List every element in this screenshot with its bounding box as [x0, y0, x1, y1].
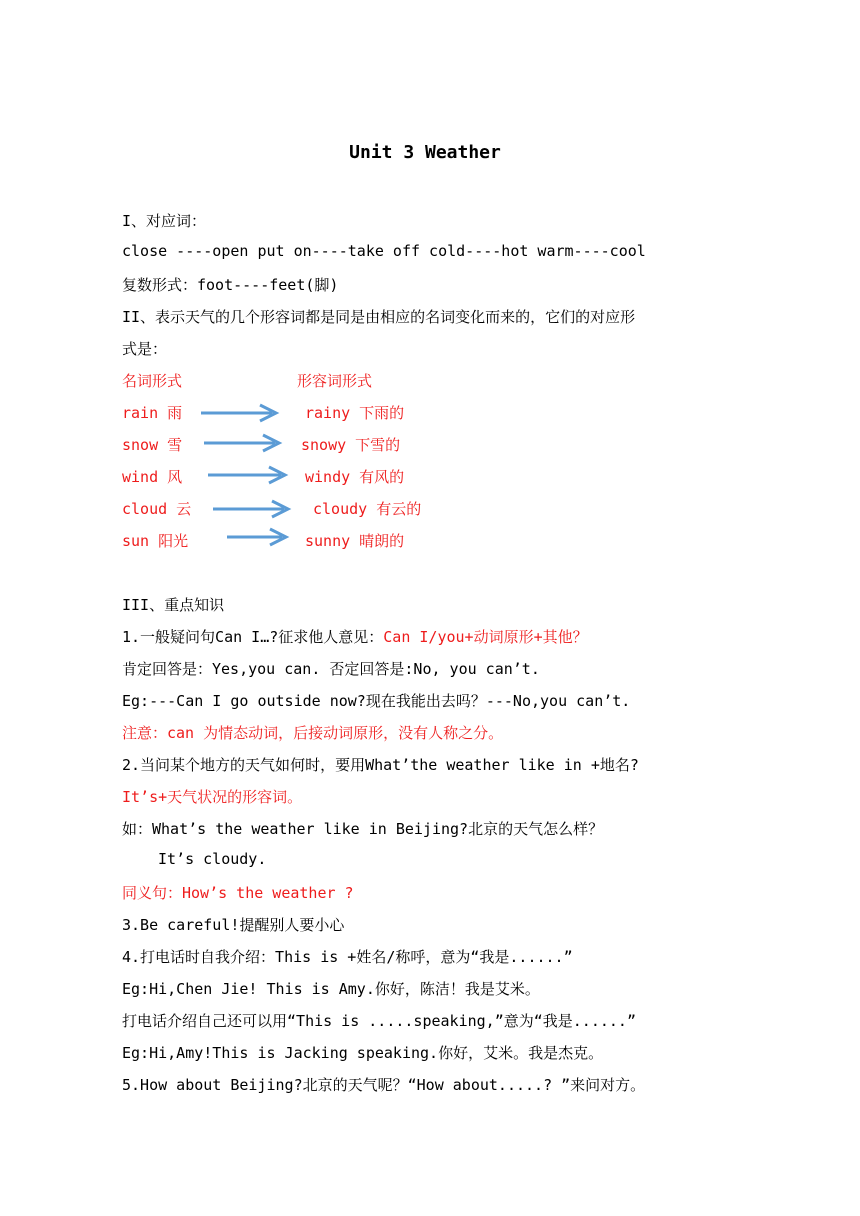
arrow-icon — [207, 465, 289, 485]
adjective-column-header: 形容词形式 — [297, 372, 373, 390]
point1-example: Eg:---Can I go outside now?现在我能出去吗？---No,you can’t. — [122, 692, 631, 710]
section2-heading-line1: II、表示天气的几个形容词都是同是由相应的名词变化而来的，它们的对应形 — [122, 308, 636, 326]
arrow-icon — [203, 433, 283, 453]
point2-example: 如：What’s the weather like in Beijing?北京的天气怎么样？ — [122, 820, 604, 838]
point4-alternative: 打电话介绍自己还可以用“This is .....speaking,”意为“我是......” — [122, 1012, 636, 1030]
arrow-icon — [200, 403, 280, 423]
adjective-cloudy: cloudy 有云的 — [313, 500, 422, 518]
noun-rain: rain 雨 — [122, 404, 183, 422]
noun-sun: sun 阳光 — [122, 532, 189, 550]
page-title: Unit 3 Weather — [349, 142, 501, 163]
point4-example: Eg:Hi,Chen Jie! This is Amy.你好，陈洁！我是艾米。 — [122, 980, 540, 998]
point1-note: 注意：can 为情态动词，后接动词原形，没有人称之分。 — [122, 724, 504, 742]
section3-heading: III、重点知识 — [122, 596, 225, 614]
noun-snow: snow 雪 — [122, 436, 183, 454]
adjective-rainy: rainy 下雨的 — [305, 404, 405, 422]
arrow-icon — [212, 499, 292, 519]
point1 — [122, 626, 588, 647]
point4-example2: Eg:Hi,Amy!This is Jacking speaking.你好，艾米。我是杰克。 — [122, 1044, 604, 1062]
arrow-icon — [226, 527, 290, 547]
point3: 3.Be careful!提醒别人要小心 — [122, 916, 345, 934]
point4: 4.打电话时自我介绍：This is +姓名/称呼，意为“我是......” — [122, 948, 573, 966]
point5: 5.How about Beijing?北京的天气呢？“How about.....? ”来问对方。 — [122, 1076, 646, 1094]
noun-column-header: 名词形式 — [122, 372, 183, 390]
section1-heading: I、对应词： — [122, 212, 207, 230]
section2-heading-line2: 式是： — [122, 340, 168, 358]
point1-text: 1.一般疑问句Can I…?征求他人意见： — [122, 628, 384, 646]
adjective-sunny: sunny 晴朗的 — [305, 532, 405, 550]
adjective-windy: windy 有风的 — [305, 468, 405, 486]
point1-answer: 肯定回答是：Yes,you can. 否定回答是:No, you can’t. — [122, 660, 540, 678]
noun-cloud: cloud 云 — [122, 500, 192, 518]
point2-pattern: It’s+天气状况的形容词。 — [122, 788, 303, 806]
noun-wind: wind 风 — [122, 468, 183, 486]
point2: 2.当问某个地方的天气如何时，要用What’the weather like in +地名? — [122, 756, 639, 774]
point2-example-answer: It’s cloudy. — [158, 850, 267, 868]
point1-pattern: Can I/you+动词原形+其他？ — [383, 628, 588, 646]
adjective-snowy: snowy 下雪的 — [301, 436, 401, 454]
opposite-pairs: close ----open put on----take off cold----hot warm----cool — [122, 242, 646, 260]
point2-synonym: 同义句：How’s the weather ? — [122, 884, 354, 902]
plural-form: 复数形式：foot----feet(脚) — [122, 276, 339, 294]
